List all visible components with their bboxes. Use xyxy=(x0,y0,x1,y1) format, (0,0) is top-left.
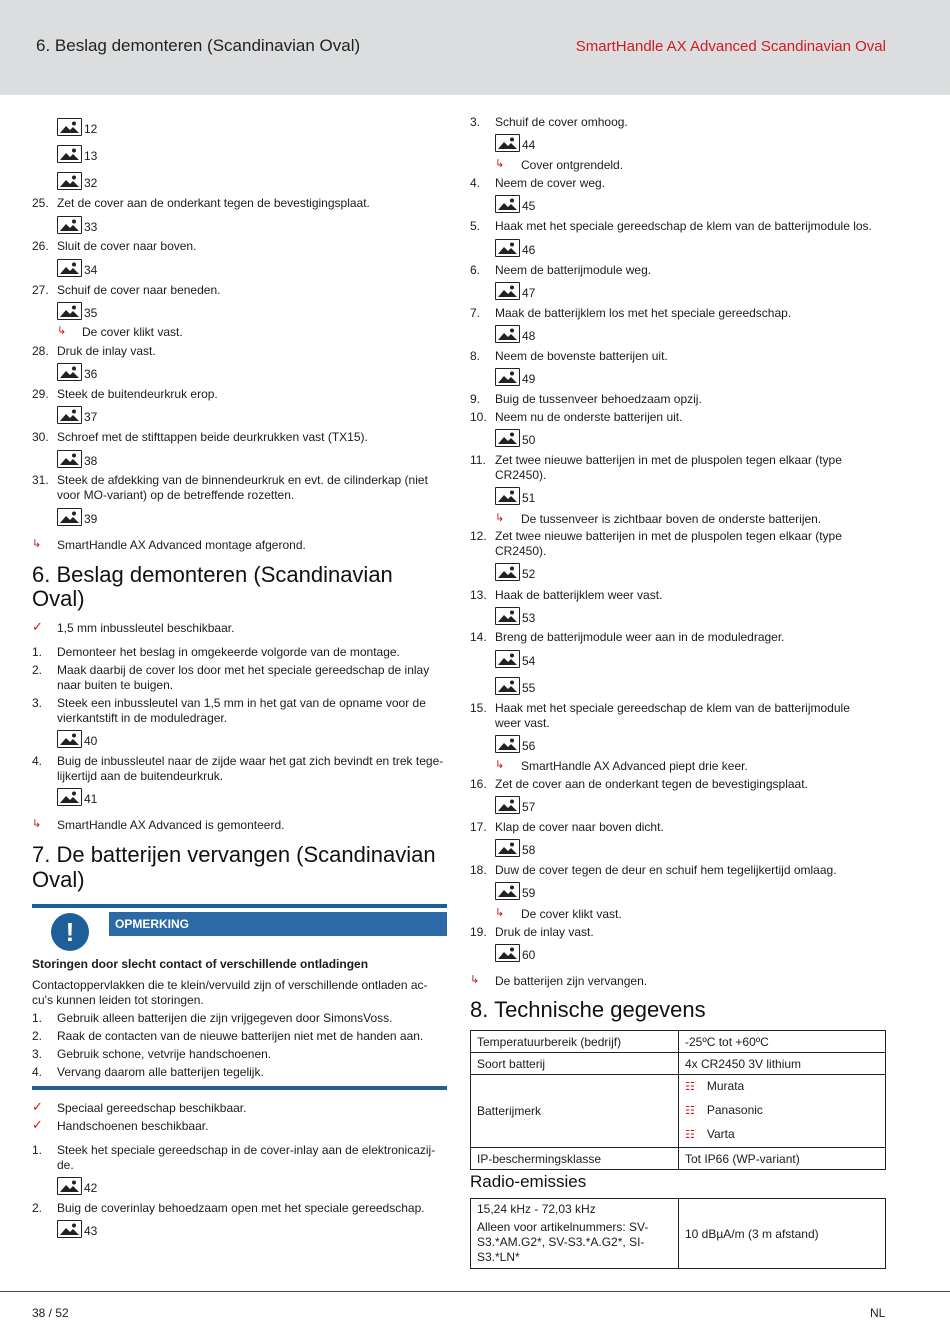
step-text: Klap de cover naar boven dicht. xyxy=(495,820,664,834)
section-heading-6: Oval) xyxy=(32,586,85,611)
image-placeholder-icon xyxy=(57,118,97,136)
image-number: 35 xyxy=(84,306,98,320)
section-heading-7: Oval) xyxy=(32,867,85,892)
result-arrow-icon: ↳ xyxy=(57,325,67,337)
brand-list xyxy=(679,1075,886,1148)
radio-note: S3.*LN* xyxy=(477,1250,520,1264)
image-number: 32 xyxy=(84,176,98,190)
image-placeholder-icon xyxy=(495,796,535,814)
step-text: Neem nu de onderste batterijen uit. xyxy=(495,410,683,424)
step-number: 12. xyxy=(470,529,487,543)
image-placeholder-icon xyxy=(495,882,535,900)
image-number: 47 xyxy=(522,286,536,300)
bullet-icon: ☷ xyxy=(685,1129,695,1141)
step-text: naar buiten te buigen. xyxy=(57,678,174,692)
step-text: Zet twee nieuwe batterijen in met de pluspolen tegen elkaar (type xyxy=(495,453,842,467)
note-list-text: Vervang daarom alle batterijen tegelijk. xyxy=(57,1065,264,1079)
result-arrow-icon: ↳ xyxy=(495,907,505,919)
image-number: 38 xyxy=(84,454,98,468)
image-placeholder-icon xyxy=(495,429,535,447)
step-text: Zet twee nieuwe batterijen in met de pluspolen tegen elkaar (type xyxy=(495,529,842,543)
step-number: 16. xyxy=(470,777,487,791)
step-number: 15. xyxy=(470,701,487,715)
step-number: 7. xyxy=(470,306,481,320)
prerequisite: Speciaal gereedschap beschikbaar. xyxy=(57,1101,247,1115)
image-placeholder-icon xyxy=(495,735,535,753)
table-value: Tot IP66 (WP-variant) xyxy=(679,1148,886,1170)
note-list-text: Gebruik schone, vetvrije handschoenen. xyxy=(57,1047,272,1061)
note-list-number: 1. xyxy=(32,1011,43,1025)
image-placeholder-icon xyxy=(57,788,97,806)
prerequisite: 1,5 mm inbussleutel beschikbaar. xyxy=(57,621,235,635)
step-number: 2. xyxy=(32,663,43,677)
image-placeholder-icon xyxy=(495,563,535,581)
page-header xyxy=(0,0,950,95)
step-number: 26. xyxy=(32,239,49,253)
result-arrow-icon: ↳ xyxy=(470,974,480,986)
step-text: Druk de inlay vast. xyxy=(495,925,594,939)
step-number: 5. xyxy=(470,219,481,233)
brand-item: Panasonic xyxy=(706,1103,763,1117)
note-text: Contactoppervlakken die te klein/vervuild zijn of verschillende ontladen ac- xyxy=(32,978,428,992)
image-number: 36 xyxy=(84,367,98,381)
step-text: Schuif de cover omhoog. xyxy=(495,115,628,129)
step-text: Buig de tussenveer behoedzaam opzij. xyxy=(495,392,702,406)
radio-note: Alleen voor artikelnummers: SV- xyxy=(477,1220,649,1234)
note-bottom-bar xyxy=(32,1086,447,1090)
step-number: 19. xyxy=(470,925,487,939)
step-number: 3. xyxy=(470,115,481,129)
image-number: 58 xyxy=(522,843,536,857)
step-number: 18. xyxy=(470,863,487,877)
step-number: 1. xyxy=(32,645,43,659)
step-text: CR2450). xyxy=(495,544,547,558)
image-placeholder-icon xyxy=(57,406,97,424)
note-top-bar xyxy=(32,904,447,908)
note-list-text: Gebruik alleen batterijen die zijn vrijgegeven door SimonsVoss. xyxy=(57,1011,393,1025)
step-number: 4. xyxy=(32,754,43,768)
step-text: Haak de batterijklem weer vast. xyxy=(495,588,663,602)
image-placeholder-icon xyxy=(495,239,535,257)
step-text: Breng de batterijmodule weer aan in de moduledrager. xyxy=(495,630,785,644)
result-arrow-icon: ↳ xyxy=(495,158,505,170)
image-number: 60 xyxy=(522,948,536,962)
note-list-number: 4. xyxy=(32,1065,43,1079)
step-text: Duw de cover tegen de deur en schuif hem tegelijkertijd omlaag. xyxy=(495,863,837,877)
step-text: Zet de cover aan de onderkant tegen de bevestigingsplaat. xyxy=(495,777,808,791)
step-text: Druk de inlay vast. xyxy=(57,344,156,358)
image-number: 55 xyxy=(522,681,536,695)
image-number: 43 xyxy=(84,1224,98,1238)
radio-frequency-cell xyxy=(471,1199,679,1269)
bullet-icon: ☷ xyxy=(685,1081,695,1093)
step-text: Zet de cover aan de onderkant tegen de bevestigingsplaat. xyxy=(57,196,370,210)
step-text: Neem de cover weg. xyxy=(495,176,606,190)
image-number: 45 xyxy=(522,199,536,213)
step-text: Demonteer het beslag in omgekeerde volgorde van de montage. xyxy=(57,645,400,659)
step-number: 17. xyxy=(470,820,487,834)
step-number: 8. xyxy=(470,349,481,363)
image-placeholder-icon xyxy=(495,134,535,152)
step-number: 2. xyxy=(32,1201,43,1215)
radio-emissions-heading: Radio-emissies xyxy=(470,1172,587,1191)
step-result: SmartHandle AX Advanced piept drie keer. xyxy=(521,759,748,773)
image-number: 41 xyxy=(84,792,98,806)
section-heading-8: 8. Technische gegevens xyxy=(470,997,706,1022)
image-placeholder-icon xyxy=(495,368,535,386)
result-arrow-icon: ↳ xyxy=(495,512,505,524)
image-number: 50 xyxy=(522,433,536,447)
checkmark-icon: ✓ xyxy=(32,1117,43,1132)
image-number: 34 xyxy=(84,263,98,277)
image-placeholder-icon xyxy=(57,302,97,320)
image-placeholder-icon xyxy=(495,944,535,962)
section-result: De batterijen zijn vervangen. xyxy=(495,974,648,988)
step-text: Haak met het speciale gereedschap de klem van de batterijmodule xyxy=(495,701,850,715)
step-text: voor MO-variant) op de betreffende rozetten. xyxy=(57,488,295,502)
step-text: Neem de batterijmodule weg. xyxy=(495,263,652,277)
image-number: 37 xyxy=(84,410,98,424)
step-number: 6. xyxy=(470,263,481,277)
step-result: De cover klikt vast. xyxy=(82,325,183,339)
result-arrow-icon: ↳ xyxy=(495,759,505,771)
section-result: SmartHandle AX Advanced is gemonteerd. xyxy=(57,818,285,832)
step-text: lijkertijd aan de buitendeurkruk. xyxy=(57,769,224,783)
image-placeholder-icon xyxy=(495,839,535,857)
step-text: weer vast. xyxy=(495,716,550,730)
step-text: Steek de afdekking van de binnendeurkruk en evt. de cilinderkap (niet xyxy=(57,473,428,487)
radio-value: 10 dBµA/m (3 m afstand) xyxy=(679,1199,886,1269)
table-label: Temperatuurbereik (bedrijf) xyxy=(471,1031,679,1053)
step-text: Schroef met de stifttappen beide deurkrukken vast (TX15). xyxy=(57,430,368,444)
table-value: 4x CR2450 3V lithium xyxy=(679,1053,886,1075)
image-placeholder-icon xyxy=(495,282,535,300)
step-number: 9. xyxy=(470,392,481,406)
table-label: Batterijmerk xyxy=(471,1075,679,1148)
image-number: 40 xyxy=(84,734,98,748)
image-number: 44 xyxy=(522,138,536,152)
brand-item: Murata xyxy=(706,1079,745,1093)
step-number: 25. xyxy=(32,196,49,210)
note-list-number: 3. xyxy=(32,1047,43,1061)
step-number: 14. xyxy=(470,630,487,644)
step-text: Maak de batterijklem los met het speciale gereedschap. xyxy=(495,306,792,320)
image-placeholder-icon xyxy=(495,650,535,668)
step-result: De cover klikt vast. xyxy=(521,907,622,921)
image-number: 49 xyxy=(522,372,536,386)
step-text: CR2450). xyxy=(495,468,547,482)
step-text: Neem de bovenste batterijen uit. xyxy=(495,349,668,363)
bullet-icon: ☷ xyxy=(685,1105,695,1117)
image-number: 12 xyxy=(84,122,98,136)
checkmark-icon: ✓ xyxy=(32,619,43,634)
note-text: cu's kunnen leiden tot storingen. xyxy=(32,993,204,1007)
image-number: 48 xyxy=(522,329,536,343)
language-code: NL xyxy=(870,1306,886,1320)
image-placeholder-icon xyxy=(495,607,535,625)
image-placeholder-icon xyxy=(57,363,97,381)
section-heading-7: 7. De batterijen vervangen (Scandinavian xyxy=(32,842,436,867)
header-product-title: SmartHandle AX Advanced Scandinavian Oval xyxy=(575,38,886,55)
image-placeholder-icon xyxy=(57,145,97,163)
image-number: 42 xyxy=(84,1181,98,1195)
image-placeholder-icon xyxy=(495,487,535,505)
radio-frequency: 15,24 kHz - 72,03 kHz xyxy=(477,1202,596,1216)
step-text: Maak daarbij de cover los door met het speciale gereedschap de inlay xyxy=(57,663,430,677)
image-placeholder-icon xyxy=(495,195,535,213)
step-text: Steek de buitendeurkruk erop. xyxy=(57,387,218,401)
step-number: 1. xyxy=(32,1143,43,1157)
result-arrow-icon: ↳ xyxy=(32,818,42,830)
step-result: Cover ontgrendeld. xyxy=(521,158,624,172)
step-text: Buig de coverinlay behoedzaam open met het speciale gereedschap. xyxy=(57,1201,425,1215)
step-number: 27. xyxy=(32,283,49,297)
step-text: Schuif de cover naar beneden. xyxy=(57,283,221,297)
step-text: vierkantstift in de moduledrager. xyxy=(57,711,228,725)
step-number: 10. xyxy=(470,410,487,424)
step-number: 3. xyxy=(32,696,43,710)
step-text: Sluit de cover naar boven. xyxy=(57,239,197,253)
step-result: De tussenveer is zichtbaar boven de onderste batterijen. xyxy=(521,512,822,526)
image-number: 46 xyxy=(522,243,536,257)
image-number: 51 xyxy=(522,491,536,505)
step-text: Haak met het speciale gereedschap de klem van de batterijmodule los. xyxy=(495,219,872,233)
image-number: 13 xyxy=(84,149,98,163)
note-list-number: 2. xyxy=(32,1029,43,1043)
image-number: 53 xyxy=(522,611,536,625)
result-arrow-icon: ↳ xyxy=(32,538,42,550)
step-text: Steek een inbussleutel van 1,5 mm in het gat van de opname voor de xyxy=(57,696,426,710)
footer-divider xyxy=(0,1291,950,1292)
checkmark-icon: ✓ xyxy=(32,1099,43,1114)
image-number: 59 xyxy=(522,886,536,900)
technical-data-table xyxy=(470,1030,886,1170)
note-list-text: Raak de contacten van de nieuwe batterijen niet met de handen aan. xyxy=(57,1029,424,1043)
step-number: 30. xyxy=(32,430,49,444)
image-number: 54 xyxy=(522,654,536,668)
table-label: Soort batterij xyxy=(471,1053,679,1075)
table-label: IP-beschermingsklasse xyxy=(471,1148,679,1170)
image-number: 56 xyxy=(522,739,536,753)
note-label: OPMERKING xyxy=(115,917,190,931)
radio-emissions-table xyxy=(470,1198,886,1269)
section-result: SmartHandle AX Advanced montage afgerond. xyxy=(57,538,306,552)
image-number: 39 xyxy=(84,512,98,526)
image-placeholder-icon xyxy=(495,677,535,695)
step-number: 28. xyxy=(32,344,49,358)
image-placeholder-icon xyxy=(57,1220,97,1238)
image-number: 52 xyxy=(522,567,536,581)
warning-exclamation-icon: ! xyxy=(51,913,89,951)
page-number: 38 / 52 xyxy=(32,1306,69,1320)
image-placeholder-icon xyxy=(57,259,97,277)
header-chapter-title: 6. Beslag demonteren (Scandinavian Oval) xyxy=(36,36,361,55)
prerequisite: Handschoenen beschikbaar. xyxy=(57,1119,209,1133)
step-number: 13. xyxy=(470,588,487,602)
image-placeholder-icon xyxy=(57,172,97,190)
image-placeholder-icon xyxy=(495,325,535,343)
image-number: 57 xyxy=(522,800,536,814)
image-number: 33 xyxy=(84,220,98,234)
image-placeholder-icon xyxy=(57,1177,97,1195)
step-number: 4. xyxy=(470,176,481,190)
step-text: Steek het speciale gereedschap in de cover-inlay aan de elektronicazij- xyxy=(57,1143,436,1157)
step-number: 31. xyxy=(32,473,49,487)
step-number: 11. xyxy=(470,453,486,467)
brand-item: Varta xyxy=(706,1127,735,1141)
section-heading-6: 6. Beslag demonteren (Scandinavian xyxy=(32,562,393,587)
radio-note: S3.*AM.G2*, SV-S3.*A.G2*, SI- xyxy=(477,1235,645,1249)
step-text: de. xyxy=(57,1158,74,1172)
image-placeholder-icon xyxy=(57,730,97,748)
step-text: Buig de inbussleutel naar de zijde waar het gat zich bevindt en trek tege- xyxy=(57,754,444,768)
note-title: Storingen door slecht contact of verschillende ontladingen xyxy=(32,957,369,971)
image-placeholder-icon xyxy=(57,450,97,468)
image-placeholder-icon xyxy=(57,508,97,526)
table-value: -25ºC tot +60ºC xyxy=(679,1031,886,1053)
image-placeholder-icon xyxy=(57,216,97,234)
step-number: 29. xyxy=(32,387,49,401)
